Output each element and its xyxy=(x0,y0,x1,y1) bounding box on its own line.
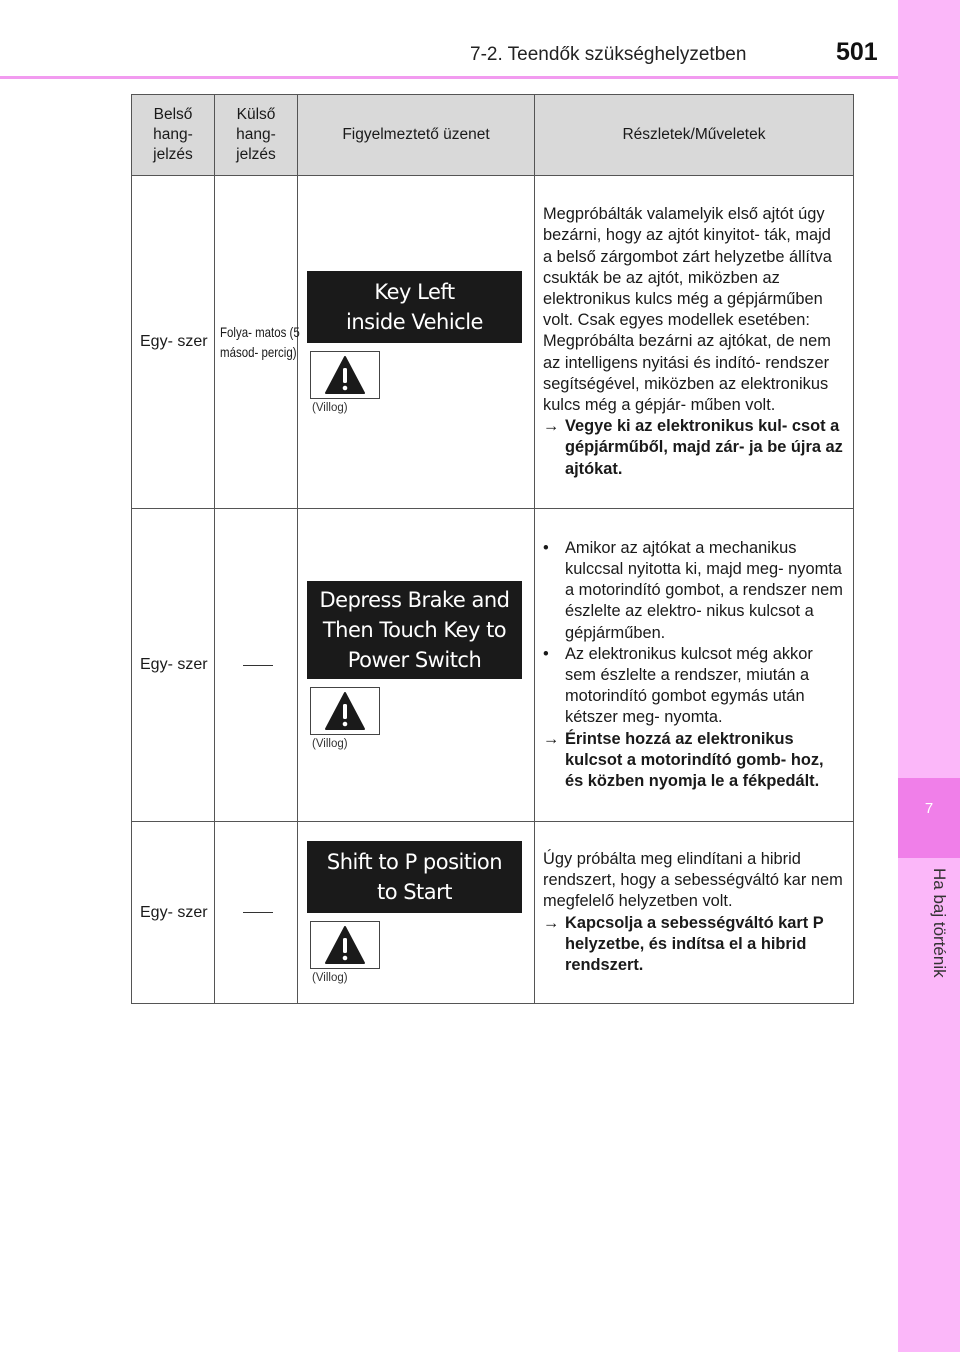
blink-note: (Villog) xyxy=(312,737,348,750)
warning-message-cell xyxy=(298,822,535,1004)
action-label: Érintse hozzá az elektronikus kulcsot a motorindító gomb- hoz, és közben nyomja le a fékpedált. xyxy=(565,729,824,791)
table-row xyxy=(132,176,854,509)
table-header-row xyxy=(132,95,854,176)
header-outer-buzzer: Külső hang- jelzés xyxy=(215,95,298,176)
bullet-item: • Amikor az ajtókat a mechanikus kulccsal nyitotta ki, majd meg- nyomta a motorindító gombot, a rendszer nem észlelte az elektro- nikus kulcsot a gépjárműben. xyxy=(543,538,843,642)
action-text xyxy=(543,729,843,793)
display-line: Then Touch Key to xyxy=(322,617,507,642)
warning-indicator xyxy=(310,687,380,735)
details-cell xyxy=(535,509,854,822)
display-line: inside Vehicle xyxy=(346,309,483,334)
outer-buzzer-cell xyxy=(215,822,298,1004)
inner-buzzer-cell: Egy- szer xyxy=(132,822,215,1004)
inner-buzzer-cell: Egy- szer xyxy=(132,509,215,822)
blink-note: (Villog) xyxy=(312,972,348,984)
header-divider xyxy=(0,76,898,79)
none-dash xyxy=(243,912,273,913)
page-number: 501 xyxy=(836,38,878,66)
table-row xyxy=(132,509,854,822)
outer-buzzer-text: Folya- matos (5 másod- percig) xyxy=(220,323,300,360)
action-text xyxy=(543,913,843,977)
warning-triangle-icon xyxy=(324,355,366,395)
inner-buzzer-cell: Egy- szer xyxy=(132,176,215,509)
action-label: Vegye ki az elektronikus kul- csot a gépjárműből, majd zár- ja be újra az ajtókat. xyxy=(565,417,843,478)
arrow-right-icon: → xyxy=(543,729,560,748)
header-inner-buzzer: Belső hang- jelzés xyxy=(132,95,215,176)
details-cell xyxy=(535,176,854,509)
header-warning-message: Figyelmeztető üzenet xyxy=(298,95,535,176)
display-line: Key Left xyxy=(374,279,455,304)
details-cell xyxy=(535,822,854,1004)
arrow-right-icon: → xyxy=(543,417,560,436)
chapter-number: 7 xyxy=(924,800,934,817)
display-message xyxy=(307,841,522,913)
blink-note: (Villog) xyxy=(312,401,348,414)
warning-triangle-icon xyxy=(324,925,366,965)
warning-triangle-icon xyxy=(324,691,366,731)
display-line: Power Switch xyxy=(347,647,482,672)
details-text: Megpróbálták valamelyik első ajtót úgy bezárni, hogy az ajtót kinyitot- ták, majd a belső zárgombot zárt helyzetbe állítva csukták be az ajtót, miközben az elektronikus kulcs még a gépjárműben volt. Csak egyes modellek esetében: Megpróbálta bezárni az ajtókat, de nem az intelligens nyitási és indító- rendszer segítségével, miközben az elektronikus kulcs még a gépjár- műben volt. xyxy=(543,205,832,414)
display-line: Depress Brake and xyxy=(319,587,510,612)
chapter-side-tab xyxy=(898,0,960,1352)
warning-message-cell xyxy=(298,509,535,822)
arrow-right-icon: → xyxy=(543,913,560,932)
chapter-number-box xyxy=(898,778,960,858)
display-message xyxy=(307,581,522,679)
details-text: Úgy próbálta meg elindítani a hibrid rendszert, hogy a sebességváltó kar nem megfelelő helyzetben volt. xyxy=(543,849,843,911)
section-title: 7-2. Teendők szükséghelyzetben xyxy=(470,44,747,65)
chapter-title: Ha baj történik xyxy=(930,868,949,978)
warning-message-cell xyxy=(298,176,535,509)
header-details-actions: Részletek/Műveletek xyxy=(535,95,854,176)
warning-indicator xyxy=(310,351,380,399)
warning-message-table xyxy=(131,94,854,1004)
display-line: to Start xyxy=(376,880,453,904)
outer-buzzer-cell xyxy=(215,509,298,822)
bullet-item: • Az elektronikus kulcsot még akkor sem észlelte a rendszer, miután a motorindító gombot egymás után kétszer meg- nyomta. xyxy=(543,644,813,727)
none-dash xyxy=(243,665,273,666)
display-line: Shift to P position xyxy=(326,850,503,874)
table-row xyxy=(132,822,854,1004)
warning-indicator xyxy=(310,921,380,969)
action-text xyxy=(543,416,843,480)
outer-buzzer-cell xyxy=(215,176,298,509)
display-message xyxy=(307,271,522,343)
action-label: Kapcsolja a sebességváltó kart P helyzetbe, és indítsa el a hibrid rendszert. xyxy=(565,913,824,974)
